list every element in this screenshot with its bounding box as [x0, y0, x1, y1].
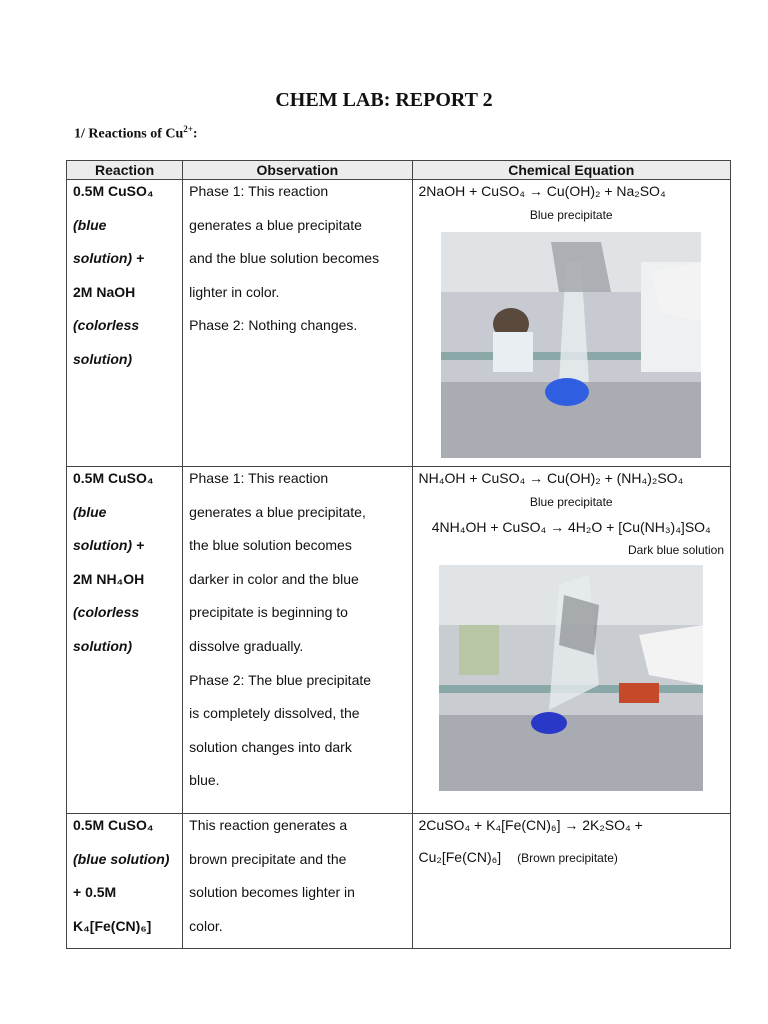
observation-line: solution becomes lighter in — [189, 884, 355, 901]
observation-line: precipitate is beginning to — [189, 604, 348, 621]
reaction-line: (blue solution) — [73, 850, 170, 867]
reaction-line: solution) + — [73, 537, 145, 554]
equation-text-2: 4NH₄OH + CuSO₄ → 4H₂O + [Cu(NH₃)₄]SO₄ — [431, 519, 711, 535]
precipitate-note: (Brown precipitate) — [517, 851, 618, 865]
reaction-line: 0.5M CuSO₄ — [73, 183, 154, 199]
reaction-cell — [67, 180, 183, 467]
table-header-row — [67, 161, 731, 180]
reaction-line: 2M NaOH — [73, 283, 136, 300]
report-title: CHEM LAB: REPORT 2 — [275, 89, 493, 111]
reaction-table — [66, 160, 731, 949]
table-row — [67, 814, 731, 949]
reaction-line: solution) — [73, 350, 133, 367]
header-equation: Chemical Equation — [412, 161, 730, 180]
observation-line: color. — [189, 917, 223, 934]
observation-line: the blue solution becomes — [189, 537, 352, 554]
equation-continuation — [413, 846, 730, 869]
observation-line: generates a blue precipitate, — [189, 503, 366, 520]
observation-line: blue. — [189, 772, 220, 789]
equation-cell — [412, 467, 730, 814]
equation-cell — [412, 814, 730, 949]
equation-text: 2NaOH + CuSO₄ → Cu(OH)₂ + Na₂SO₄ — [418, 183, 666, 199]
lab-photo — [441, 232, 701, 458]
observation-cell — [183, 467, 412, 814]
reaction-cell — [67, 467, 183, 814]
observation-line: lighter in color. — [189, 283, 280, 300]
observation-line: Phase 2: The blue precipitate — [189, 671, 372, 688]
reaction-cell — [67, 814, 183, 949]
observation-line: generates a blue precipitate — [189, 216, 362, 233]
header-reaction: Reaction — [67, 161, 183, 180]
observation-line: dissolve gradually. — [189, 637, 304, 654]
equation-product: Cu₂[Fe(CN)₆] — [418, 849, 502, 865]
observation-line: brown precipitate and the — [189, 850, 347, 867]
observation-line: is completely dissolved, the — [189, 705, 360, 722]
reaction-line: (blue — [73, 503, 107, 520]
charge: 2+ — [183, 124, 193, 134]
observation-line: Phase 2: Nothing changes. — [189, 317, 358, 334]
reaction-line: (colorless — [73, 317, 140, 334]
reaction-line: 2M NH₄OH — [73, 570, 145, 587]
equation-text: 2CuSO₄ + K₄[Fe(CN)₆] → 2K₂SO₄ + — [418, 817, 643, 833]
reaction-line: (colorless — [73, 604, 140, 621]
reaction-line: (blue — [73, 216, 107, 233]
precipitate-note: Blue precipitate — [529, 495, 613, 509]
observation-line: This reaction generates a — [189, 817, 348, 833]
section-suffix: : — [192, 126, 198, 142]
reaction-line: 0.5M CuSO₄ — [73, 470, 154, 486]
reaction-line: + 0.5M — [73, 884, 117, 901]
observation-line: Phase 1: This reaction — [189, 183, 329, 199]
reaction-line: solution) — [73, 637, 133, 654]
reaction-line: solution) + — [73, 250, 145, 267]
section-prefix: 1/ Reactions of Cu — [74, 126, 184, 142]
observation-line: Phase 1: This reaction — [189, 470, 329, 486]
precipitate-note: Blue precipitate — [529, 208, 613, 222]
reaction-line: 0.5M CuSO₄ — [73, 817, 154, 833]
reaction-line: K₄[Fe(CN)₆] — [73, 917, 152, 934]
header-observation: Observation — [183, 161, 412, 180]
observation-cell — [183, 180, 412, 467]
lab-photo — [439, 565, 703, 791]
section-heading — [74, 124, 198, 143]
equation-cell — [412, 180, 730, 467]
observation-line: darker in color and the blue — [189, 570, 359, 587]
table-row — [67, 467, 731, 814]
table-row — [67, 180, 731, 467]
observation-cell — [183, 814, 412, 949]
observation-line: and the blue solution becomes — [189, 250, 380, 267]
observation-line: solution changes into dark — [189, 738, 352, 755]
solution-note: Dark blue solution — [627, 543, 724, 557]
equation-text: NH₄OH + CuSO₄ → Cu(OH)₂ + (NH₄)₂SO₄ — [418, 470, 684, 486]
